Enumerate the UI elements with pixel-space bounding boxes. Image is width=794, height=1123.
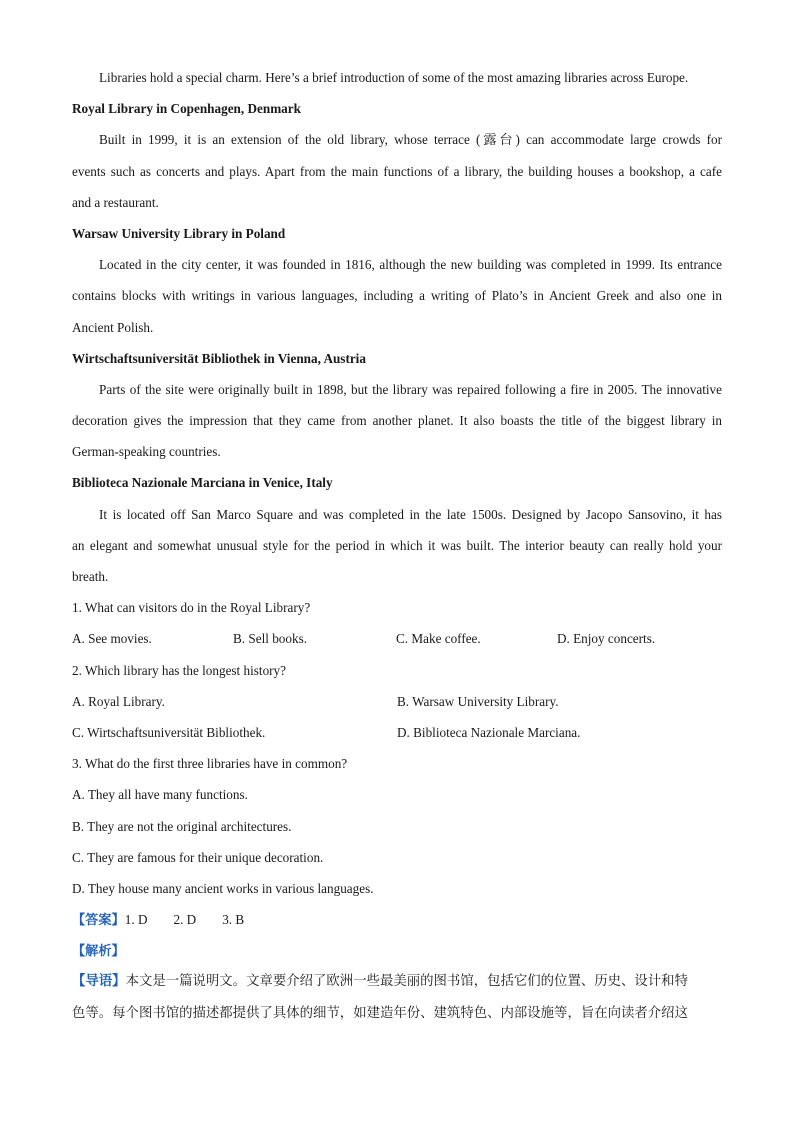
section-line: It is located off San Marco Square and was completed in the late 1500s. Designed by Jacopo Sansovino, it has	[99, 506, 722, 522]
answer-value: 1. D	[124, 912, 148, 928]
option-d: D. They house many ancient works in various languages.	[72, 880, 374, 896]
section-line: an elegant and somewhat unusual style for the period in which it was built. The interior beauty can really hold your	[72, 537, 722, 553]
guide-label: 【导语】	[72, 974, 126, 990]
section-line: Parts of the site were originally built in 1898, but the library was repaired following a fire in 2005. The innovative	[99, 381, 722, 397]
guide-text: 本文是一篇说明文。文章要介绍了欧洲一些最美丽的图书馆，包括它们的位置、历史、设计和特	[125, 974, 688, 990]
option-b: B. They are not the original architectures.	[72, 818, 292, 834]
option-d: D. Enjoy concerts.	[557, 631, 656, 647]
section-line: German-speaking countries.	[72, 444, 221, 460]
analysis-label: 【解析】	[72, 944, 125, 960]
option-a: A. Royal Library.	[72, 693, 165, 709]
option-a: A. They all have many functions.	[72, 787, 248, 803]
section-heading: Warsaw University Library in Poland	[72, 225, 286, 241]
question-options	[72, 686, 722, 717]
section-heading: Wirtschaftsuniversität Bibliothek in Vienna, Austria	[72, 350, 366, 366]
option-c: C. Make coffee.	[396, 631, 481, 647]
section-line: contains blocks with writings in various languages, including a writing of Plato’s in Ancient Greek and also one in	[72, 288, 722, 304]
guide-line: 色等。每个图书馆的描述都提供了具体的细节，如建造年份、建筑特色、内部设施等，旨在向读者介绍这	[72, 1005, 688, 1021]
question-options	[72, 717, 722, 748]
section-line: Built in 1999, it is an extension of the old library, whose terrace (露台) can accommodate large crowds for	[99, 132, 722, 148]
section-heading: Biblioteca Nazionale Marciana in Venice, Italy	[72, 475, 333, 491]
section-line: Ancient Polish.	[72, 319, 154, 335]
section-line: breath.	[72, 569, 109, 584]
answer-label: 【答案】	[72, 913, 125, 929]
document-page	[72, 62, 722, 1029]
section-line: and a restaurant.	[72, 194, 159, 210]
section-heading: Royal Library in Copenhagen, Denmark	[72, 101, 301, 117]
answer-value: 2. D	[173, 912, 197, 928]
option-a: A. See movies.	[72, 631, 152, 647]
option-d: D. Biblioteca Nazionale Marciana.	[397, 724, 581, 740]
section-line: decoration gives the impression that they came from another planet. It also boasts the title of the biggest library in	[72, 413, 722, 429]
answer-value: 3. B	[222, 912, 245, 928]
question-stem: 2. Which library has the longest history?	[72, 662, 287, 678]
analysis-row	[72, 935, 722, 966]
question-options	[72, 623, 722, 654]
question-stem: 3. What do the first three libraries have in common?	[72, 756, 348, 772]
section-line: events such as concerts and plays. Apart from the main functions of a library, the building houses a bookshop, a cafe	[72, 163, 722, 179]
guide-line	[72, 966, 722, 997]
answer-row	[72, 904, 722, 935]
passage-intro: Libraries hold a special charm. Here’s a brief introduction of some of the most amazing libraries across Europe.	[99, 70, 689, 85]
question-stem: 1. What can visitors do in the Royal Library?	[72, 600, 311, 616]
option-c: C. They are famous for their unique decoration.	[72, 849, 324, 865]
option-c: C. Wirtschaftsuniversität Bibliothek.	[72, 724, 266, 740]
section-line: Located in the city center, it was founded in 1816, although the new building was completed in 1999. Its entrance	[99, 257, 722, 273]
option-b: B. Warsaw University Library.	[397, 693, 559, 709]
option-b: B. Sell books.	[233, 631, 308, 647]
